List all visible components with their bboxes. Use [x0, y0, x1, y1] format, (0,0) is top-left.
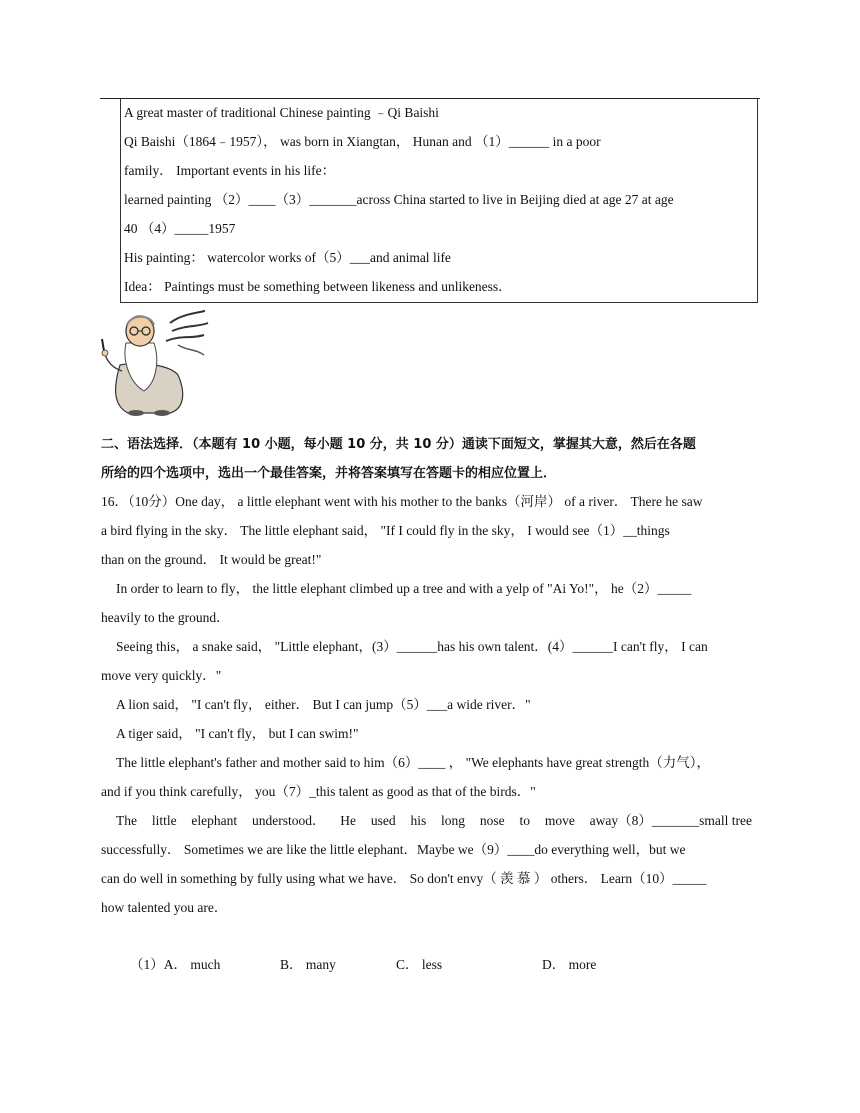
- section-heading-line-1: 二、语法选择．（本题有 10 小题，每小题 10 分，共 10 分）通读下面短文，掌握其大意，然后在各题: [101, 437, 696, 452]
- passage-line: than on the ground． It would be great!": [101, 552, 322, 567]
- word: nose: [479, 813, 505, 828]
- passage-line: heavily to the ground．: [101, 610, 230, 625]
- info-intro-2: family． Important events in his life：: [124, 163, 336, 178]
- passage-line: A lion said， "I can't fly， either． But I can jump（5）___a wide river．": [116, 697, 531, 712]
- word: understood．: [251, 813, 326, 828]
- info-events-2: 40 （4）_____1957: [124, 221, 236, 236]
- passage-line: move very quickly．": [101, 668, 222, 683]
- passage-line: successfully． Sometimes we are like the little elephant．Maybe we（9）____do everything well，but we: [101, 842, 686, 857]
- passage-line: can do well in something by fully using what we have． So don't envy（ 羡 慕 ） others． Learn（10）_____: [101, 871, 707, 886]
- word: away（8）_______small tree: [589, 813, 752, 828]
- word: used: [370, 813, 396, 828]
- passage-line-justified: [101, 806, 752, 835]
- passage-line: a bird flying in the sky． The little elephant said， "If I could fly in the sky， I would see（1）__things: [101, 523, 670, 538]
- option-d[interactable]: D． more: [542, 957, 597, 972]
- word: long: [441, 813, 466, 828]
- qi-baishi-illustration: [100, 305, 212, 417]
- info-idea: Idea： Paintings must be something between likeness and unlikeness．: [124, 279, 512, 294]
- word: to: [519, 813, 530, 828]
- word: elephant: [191, 813, 238, 828]
- info-painting: His painting： watercolor works of（5）___and animal life: [124, 250, 451, 265]
- passage-line: and if you think carefully， you（7）_this talent as good as that of the birds．": [101, 784, 536, 799]
- word: move: [544, 813, 575, 828]
- section-heading-line-2: 所给的四个选项中，选出一个最佳答案，并将答案填写在答题卡的相应位置上．: [101, 466, 557, 481]
- question-label: （1）: [130, 957, 164, 972]
- info-intro-1: Qi Baishi（1864﹣1957）， was born in Xiangtan， Hunan and （1）______ in a poor: [124, 134, 601, 149]
- passage: [101, 487, 791, 922]
- passage-line: The little elephant's father and mother said to him（6）____ ， "We elephants have great strength（力气），: [116, 755, 710, 770]
- word: He: [340, 813, 357, 828]
- option-a[interactable]: （1）A． much: [130, 957, 221, 972]
- section-heading: [101, 430, 761, 488]
- passage-line: Seeing this， a snake said， "Little elephant，(3）______has his own talent．(4）______I can't fly， I can: [116, 639, 708, 654]
- info-box: [120, 99, 758, 303]
- passage-line: how talented you are．: [101, 900, 228, 915]
- word: his: [410, 813, 427, 828]
- info-title: A great master of traditional Chinese painting ﹣Qi Baishi: [124, 105, 439, 120]
- passage-line: 16．（10分）One day， a little elephant went with his mother to the banks（河岸） of a river． There he saw: [101, 494, 703, 509]
- word: The: [116, 813, 137, 828]
- passage-line: In order to learn to fly， the little elephant climbed up a tree and with a yelp of "Ai Yo!"， he（2）_____: [116, 581, 692, 596]
- passage-line: A tiger said， "I can't fly， but I can swim!": [116, 726, 359, 741]
- option-b[interactable]: B． many: [280, 957, 336, 972]
- question-1-options: [130, 950, 596, 979]
- option-c[interactable]: C． less: [396, 957, 443, 972]
- word: little: [151, 813, 177, 828]
- info-events-1: learned painting （2）____（3）_______across China started to live in Beijing died at age 27 at age: [124, 192, 674, 207]
